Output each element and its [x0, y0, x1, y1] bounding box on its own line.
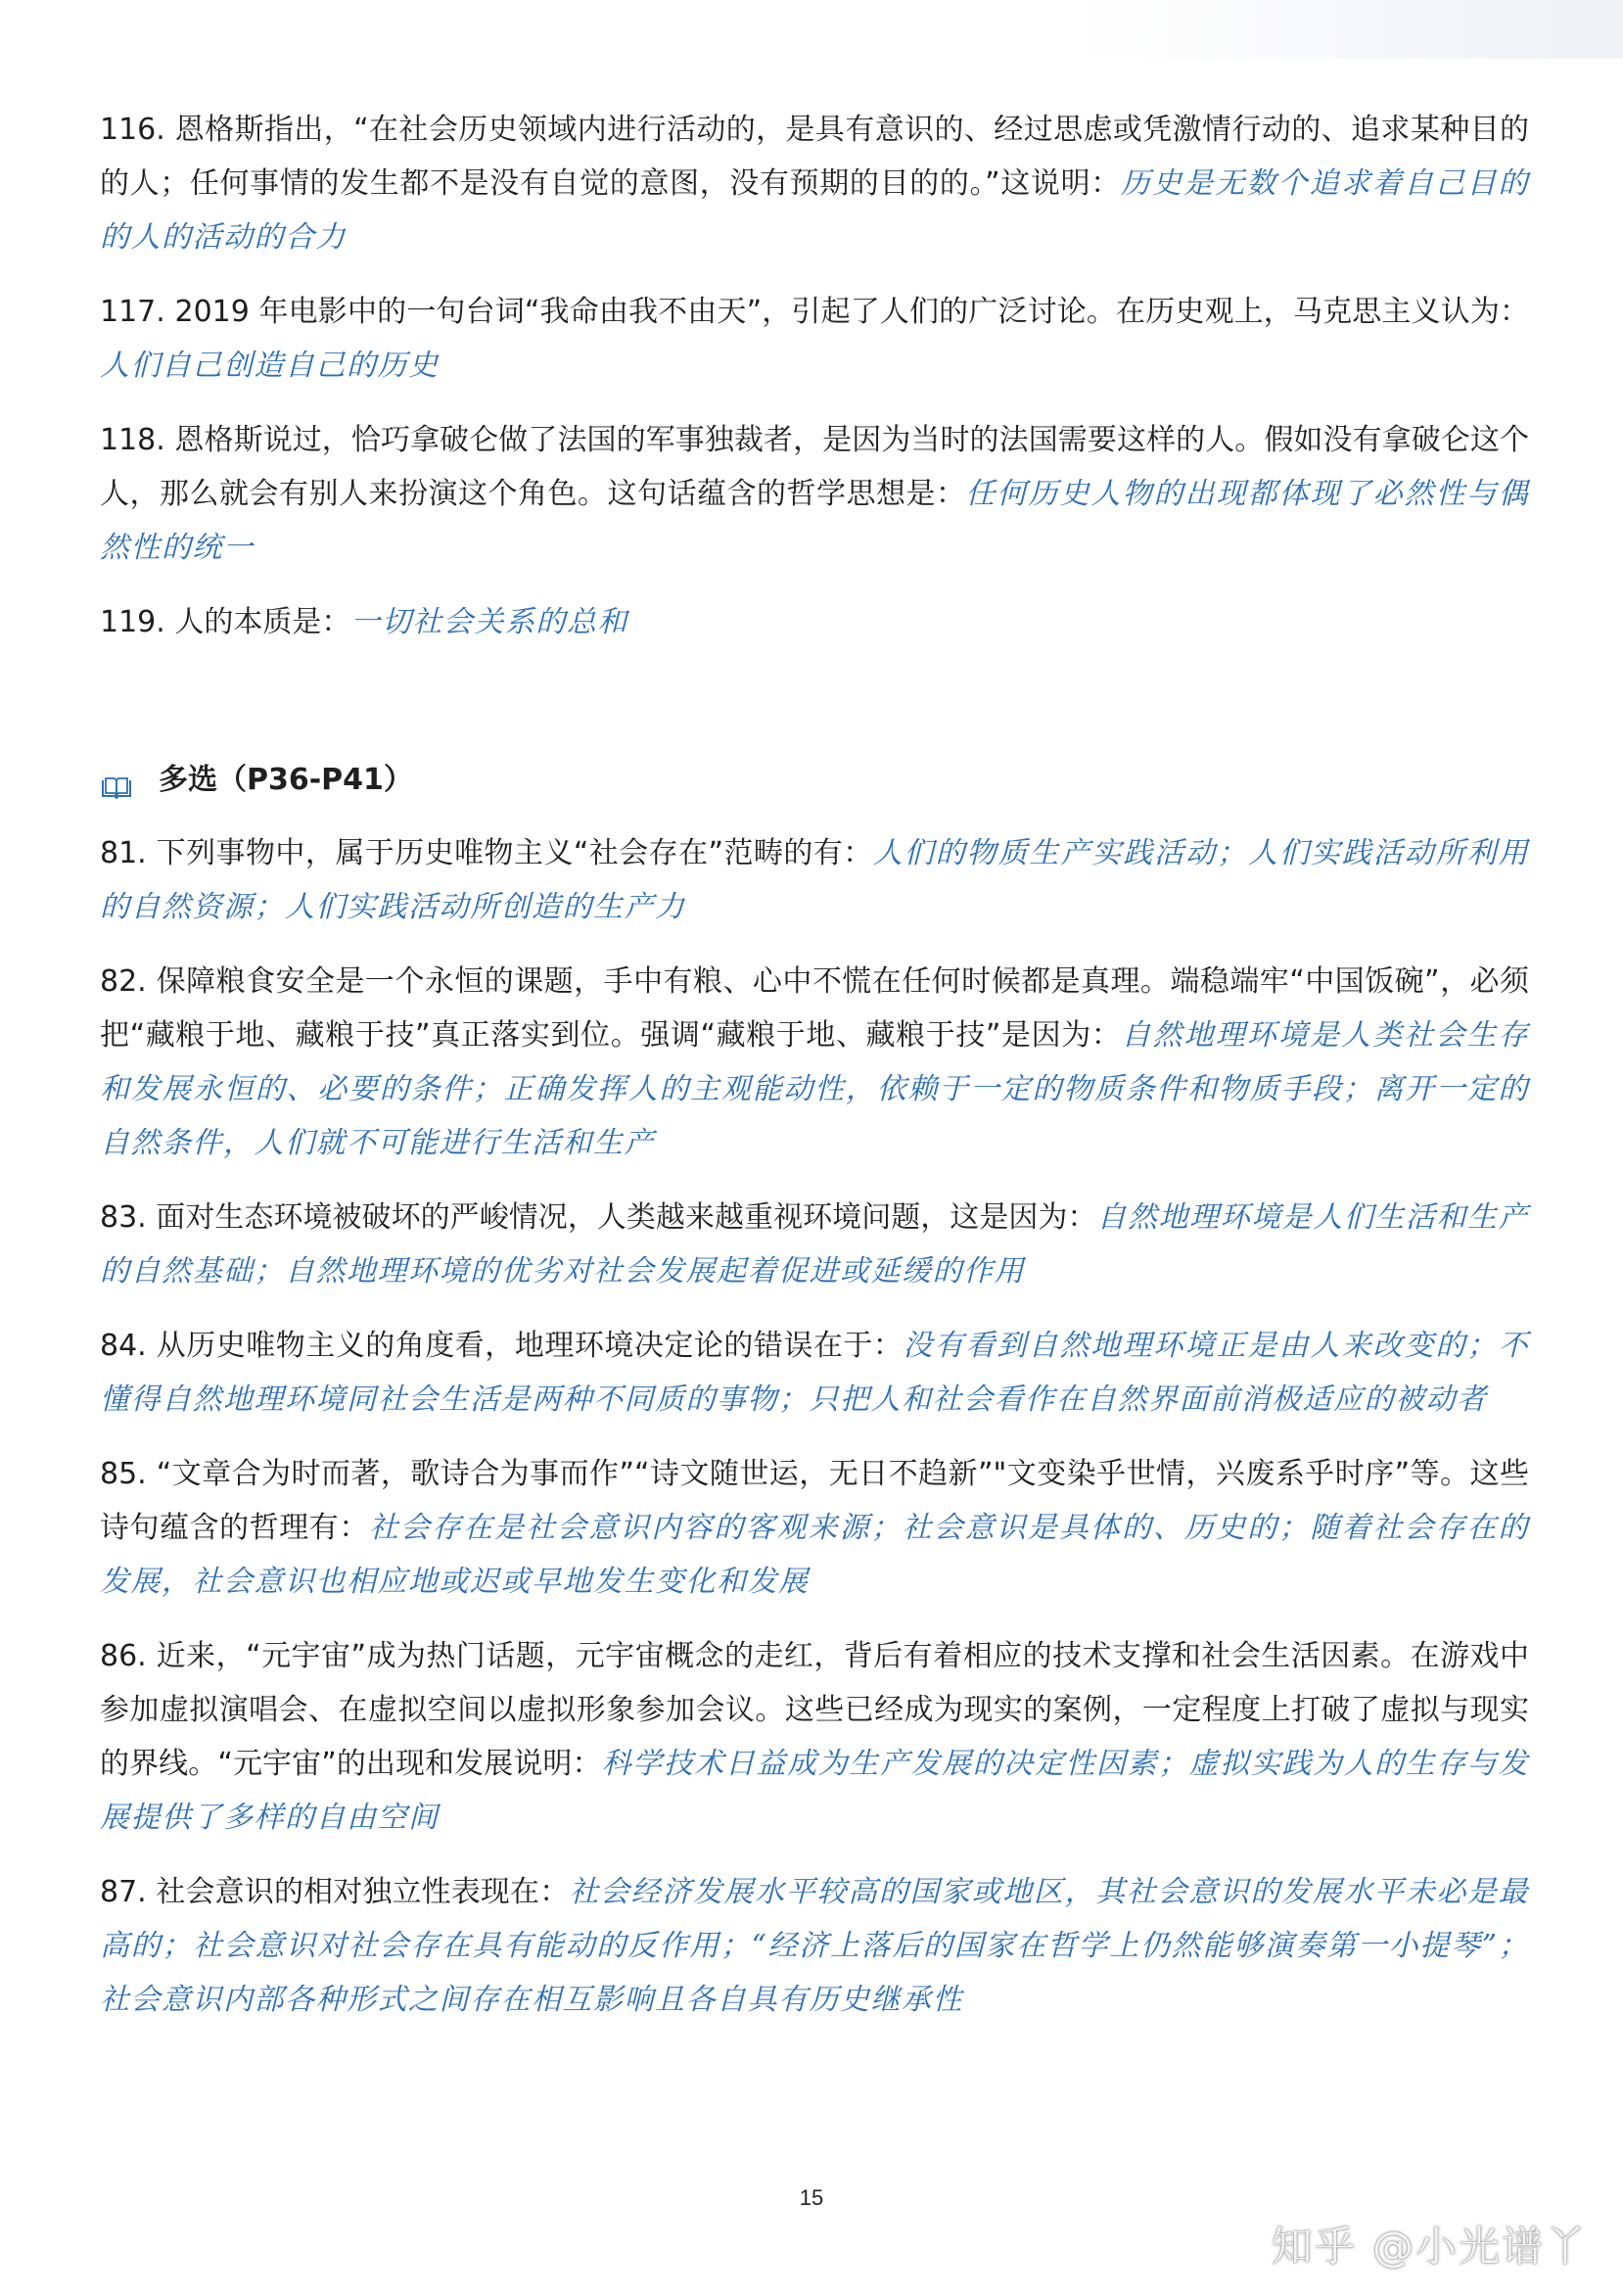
- question-85: [100, 1447, 1529, 1609]
- question-answer: 没有看到自然地理环境正是由人来改变的；不懂得自然地理环境同社会生活是两种不同质的事物；只把人和社会看作在自然界面前消极适应的被动者: [100, 1329, 1529, 1417]
- section-heading: [100, 756, 1529, 805]
- content-area: [100, 103, 1529, 2047]
- question-81: [100, 826, 1529, 934]
- question-116: [100, 103, 1529, 264]
- watermark: 知乎 @小光谱丫: [1271, 2223, 1588, 2271]
- question-86: [100, 1629, 1529, 1845]
- question-answer: 社会存在是社会意识内容的客观来源；社会意识是具体的、历史的；随着社会存在的发展，社会意识也相应地或迟或早地发生变化和发展: [100, 1511, 1530, 1599]
- question-answer: 人们的物质生产实践活动；人们实践活动所利用的自然资源；人们实践活动所创造的生产力: [100, 836, 1529, 924]
- question-answer: 任何历史人物的出现都体现了必然性与偶然性的统一: [100, 477, 1529, 565]
- question-text: 85. “文章合为时而著，歌诗合为事而作”“诗文随世运，无日不趋新”"文变染乎世情，兴废系乎时序”等。这些诗句蕴含的哲理有：: [100, 1457, 1529, 1545]
- question-text: 83. 面对生态环境被破坏的严峻情况，人类越来越重视环境问题，这是因为：: [100, 1200, 1097, 1235]
- question-answer: 自然地理环境是人类社会生存和发展永恒的、必要的条件；正确发挥人的主观能动性，依赖于一定的物质条件和物质手段；离开一定的自然条件，人们就不可能进行生活和生产: [100, 1018, 1530, 1160]
- question-118: [100, 413, 1529, 575]
- question-text: 81. 下列事物中，属于历史唯物主义“社会存在”范畴的有：: [100, 836, 873, 870]
- question-answer: 人们自己创造自己的历史: [100, 349, 440, 383]
- question-119: [100, 595, 1529, 649]
- question-answer: 科学技术日益成为生产发展的决定性因素；虚拟实践为人的生存与发展提供了多样的自由空间: [100, 1747, 1530, 1835]
- question-text: 117. 2019 年电影中的一句台词“我命由我不由天”，引起了人们的广泛讨论。在历史观上，马克思主义认为：: [100, 295, 1529, 329]
- question-text: 116. 恩格斯指出，“在社会历史领域内进行活动的，是具有意识的、经过思虑或凭激情行动的、追求某种目的的人；任何事情的发生都不是没有自觉的意图，没有预期的目的的。”这说明：: [100, 113, 1529, 201]
- question-82: [100, 955, 1529, 1170]
- question-answer: 历史是无数个追求着自己目的的人的活动的合力: [100, 166, 1530, 255]
- question-answer: 自然地理环境是人们生活和生产的自然基础；自然地理环境的优劣对社会发展起着促进或延缓的作用: [100, 1200, 1530, 1289]
- question-text: 84. 从历史唯物主义的角度看，地理环境决定论的错误在于：: [100, 1329, 904, 1363]
- question-answer: 一切社会关系的总和: [350, 605, 628, 639]
- top-shade: [1077, 0, 1623, 59]
- question-text: 118. 恩格斯说过，恰巧拿破仑做了法国的军事独裁者，是因为当时的法国需要这样的人。假如没有拿破仑这个人，那么就会有别人来扮演这个角色。这句话蕴含的哲学思想是：: [100, 423, 1529, 511]
- page-number: 15: [799, 2185, 824, 2210]
- question-answer: 社会经济发展水平较高的国家或地区，其社会意识的发展水平未必是最高的；社会意识对社会存在具有能动的反作用；“经济上落后的国家在哲学上仍然能够演奏第一小提琴”；社会意识内部各种形式之间存在相互影响且各自具有历史继承性: [100, 1875, 1530, 2017]
- section-title: 多选（P36-P41）: [159, 763, 413, 797]
- question-87: [100, 1865, 1529, 2027]
- question-84: [100, 1319, 1529, 1427]
- question-text: 82. 保障粮食安全是一个永恒的课题，手中有粮、心中不慌在任何时候都是真理。端稳端牢“中国饭碗”，必须把“藏粮于地、藏粮于技”真正落实到位。强调“藏粮于地、藏粮于技”是因为：: [100, 964, 1529, 1053]
- question-83: [100, 1191, 1529, 1298]
- question-text: 86. 近来，“元宇宙”成为热门话题，元宇宙概念的走红，背后有着相应的技术支撑和社会生活因素。在游戏中参加虚拟演唱会、在虚拟空间以虚拟形象参加会议。这些已经成为现实的案例，一定程度上打破了虚拟与现实的界线。“元宇宙”的出现和发展说明：: [100, 1639, 1529, 1781]
- book-icon: [100, 768, 133, 793]
- section-spacer: [100, 670, 1529, 756]
- question-117: [100, 285, 1529, 393]
- question-text: 87. 社会意识的相对独立性表现在：: [100, 1875, 570, 1909]
- question-text: 119. 人的本质是：: [100, 605, 351, 639]
